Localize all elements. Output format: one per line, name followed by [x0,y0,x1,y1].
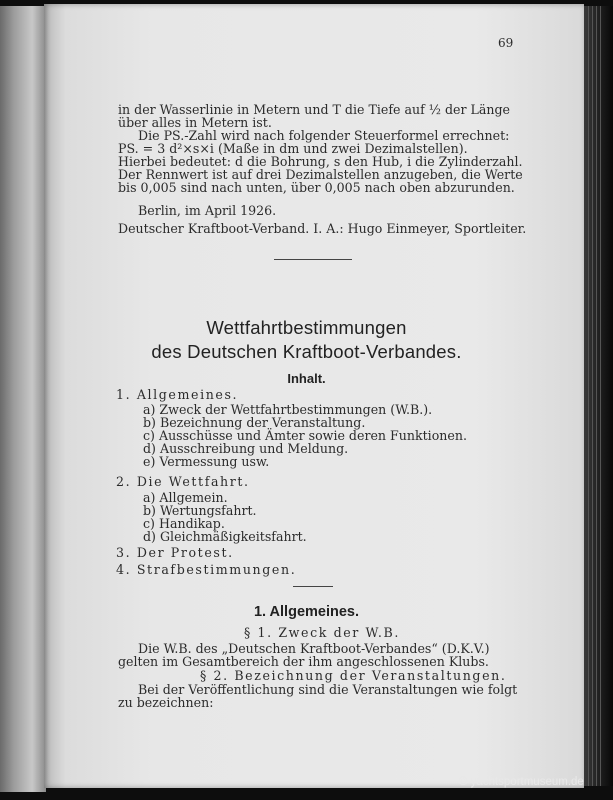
toc-item: e) Vermessung usw. [143,454,270,469]
intro-line: PS. = 3 d²×s×i (Maße in dm und zwei Dezimalstellen). [118,141,468,156]
toc-item: a) Allgemein. [143,490,228,505]
paragraph-title: § 2. Bezeichnung der Veranstaltungen. [200,668,507,683]
toc-section: 1. Allgemeines. [116,387,239,402]
section-divider [293,586,333,587]
toc-item: c) Handikap. [143,516,225,531]
toc-item: b) Wertungsfahrt. [143,503,257,518]
body-line: zu bezeichnen: [118,695,214,710]
intro-line: in der Wasserlinie in Metern und T die Tiefe auf ½ der Länge [118,102,510,117]
toc-item: d) Gleichmäßigkeitsfahrt. [143,529,307,544]
paragraph-title: § 1. Zweck der W.B. [244,625,400,640]
toc-section: 3. Der Protest. [116,545,234,560]
section-divider [274,259,352,260]
page-number: 69 [498,36,514,50]
toc-item: b) Bezeichnung der Veranstaltung. [143,415,366,430]
toc-item: c) Ausschüsse und Ämter sowie deren Funktionen. [143,428,467,443]
section-heading: 1. Allgemeines. [253,604,360,620]
intro-line: über alles in Metern ist. [118,115,272,130]
toc-section: 2. Die Wettfahrt. [116,474,250,489]
page-stack-edge [584,6,613,786]
intro-line: Hierbei bedeutet: d die Bohrung, s den Hub, i die Zylinderzahl. [118,154,523,169]
intro-line: Die PS.-Zahl wird nach folgender Steuerformel errechnet: [138,128,510,143]
copyright-watermark: © yachtsportmuseum.de [459,776,584,788]
signature-line: Deutscher Kraftboot-Verband. I. A.: Hugo Einmeyer, Sportleiter. [118,221,527,236]
toc-item: d) Ausschreibung und Meldung. [143,441,349,456]
document-title: Wettfahrtbestimmungen [206,317,407,338]
intro-line: bis 0,005 sind nach unten, über 0,005 nach oben abzurunden. [118,180,515,195]
body-line: Die W.B. des „Deutschen Kraftboot-Verbandes“ (D.K.V.) [138,641,490,656]
left-page-edge [0,6,46,792]
document-subtitle: des Deutschen Kraftboot-Verbandes. [151,341,462,362]
toc-heading: Inhalt. [287,371,326,386]
intro-line: Der Rennwert ist auf drei Dezimalstellen anzugeben, die Werte [118,167,523,182]
date-line: Berlin, im April 1926. [138,203,277,218]
toc-section: 4. Strafbestimmungen. [116,562,297,577]
body-line: Bei der Veröffentlichung sind die Veranstaltungen wie folgt [138,682,518,697]
toc-item: a) Zweck der Wettfahrtbestimmungen (W.B.). [143,402,433,417]
body-line: gelten im Gesamtbereich der ihm angeschlossenen Klubs. [118,654,489,669]
